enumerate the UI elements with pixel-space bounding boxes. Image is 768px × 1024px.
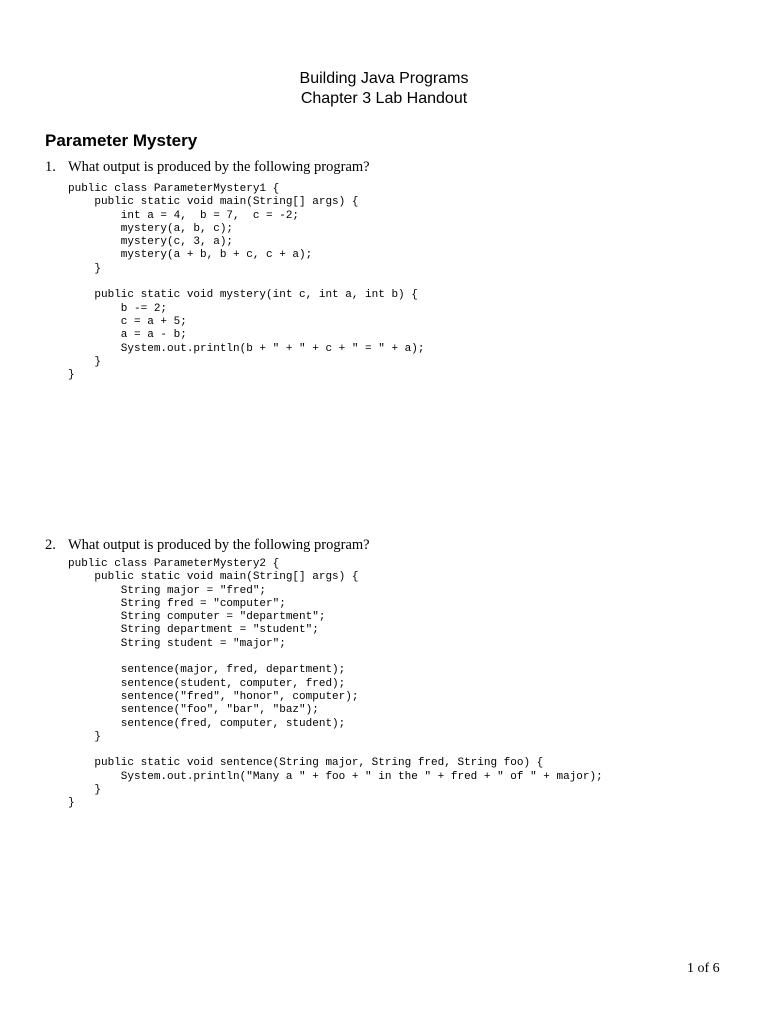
code-line: } bbox=[68, 355, 102, 368]
code-line: } bbox=[68, 369, 75, 382]
code-line bbox=[68, 744, 603, 757]
code-line: public static void sentence(String major, String fred, String foo) { bbox=[68, 757, 544, 770]
document-title: Building Java Programs bbox=[299, 70, 469, 87]
code-line: sentence(student, computer, fred); bbox=[68, 677, 346, 690]
code-line: public static void main(String[] args) { bbox=[68, 571, 359, 584]
code-line: a = a - b; bbox=[68, 329, 187, 342]
code-line: String student = "major"; bbox=[68, 637, 286, 650]
code-line bbox=[68, 651, 603, 664]
code-line: public static void mystery(int c, int a, int b) { bbox=[68, 289, 418, 302]
code-line: c = a + 5; bbox=[68, 315, 187, 328]
document-subtitle: Chapter 3 Lab Handout bbox=[300, 90, 468, 107]
code-line bbox=[68, 276, 424, 289]
code-line: public static void main(String[] args) { bbox=[68, 196, 359, 209]
code-line: public class ParameterMystery1 { bbox=[68, 183, 280, 195]
code-line: sentence(fred, computer, student); bbox=[68, 717, 346, 730]
question-number: 2. bbox=[45, 537, 56, 553]
code-line: } bbox=[68, 784, 102, 797]
code-line: mystery(c, 3, a); bbox=[68, 236, 234, 249]
code-line: public class ParameterMystery2 { bbox=[68, 558, 280, 570]
question-prompt: What output is produced by the following program? bbox=[68, 159, 370, 175]
code-line: } bbox=[68, 730, 102, 743]
section-heading: Parameter Mystery bbox=[45, 131, 198, 150]
code-line: b -= 2; bbox=[68, 302, 168, 315]
code-line: sentence(major, fred, department); bbox=[68, 664, 346, 677]
question-1 bbox=[45, 158, 370, 176]
code-line: int a = 4, b = 7, c = -2; bbox=[68, 209, 300, 222]
code-line: mystery(a, b, c); bbox=[68, 222, 234, 235]
code-block-1 bbox=[68, 183, 424, 382]
code-line: System.out.println("Many a " + foo + " in the " + fred + " of " + major); bbox=[68, 770, 603, 783]
code-line: mystery(a + b, b + c, c + a); bbox=[68, 249, 313, 262]
code-line: sentence("foo", "bar", "baz"); bbox=[68, 704, 319, 717]
code-line: System.out.println(b + " + " + c + " = " + a); bbox=[68, 342, 425, 355]
question-2 bbox=[45, 536, 370, 554]
code-block-2 bbox=[68, 558, 603, 811]
code-line: sentence("fred", "honor", computer); bbox=[68, 690, 359, 703]
code-line: String department = "student"; bbox=[68, 624, 319, 637]
code-line: } bbox=[68, 262, 102, 275]
code-line: String major = "fred"; bbox=[68, 584, 267, 597]
page-number: 1 of 6 bbox=[687, 961, 720, 976]
code-line: String computer = "department"; bbox=[68, 611, 326, 624]
code-line: } bbox=[68, 797, 75, 810]
code-line: String fred = "computer"; bbox=[68, 597, 286, 610]
question-prompt: What output is produced by the following program? bbox=[68, 537, 370, 553]
question-number: 1. bbox=[45, 159, 56, 175]
